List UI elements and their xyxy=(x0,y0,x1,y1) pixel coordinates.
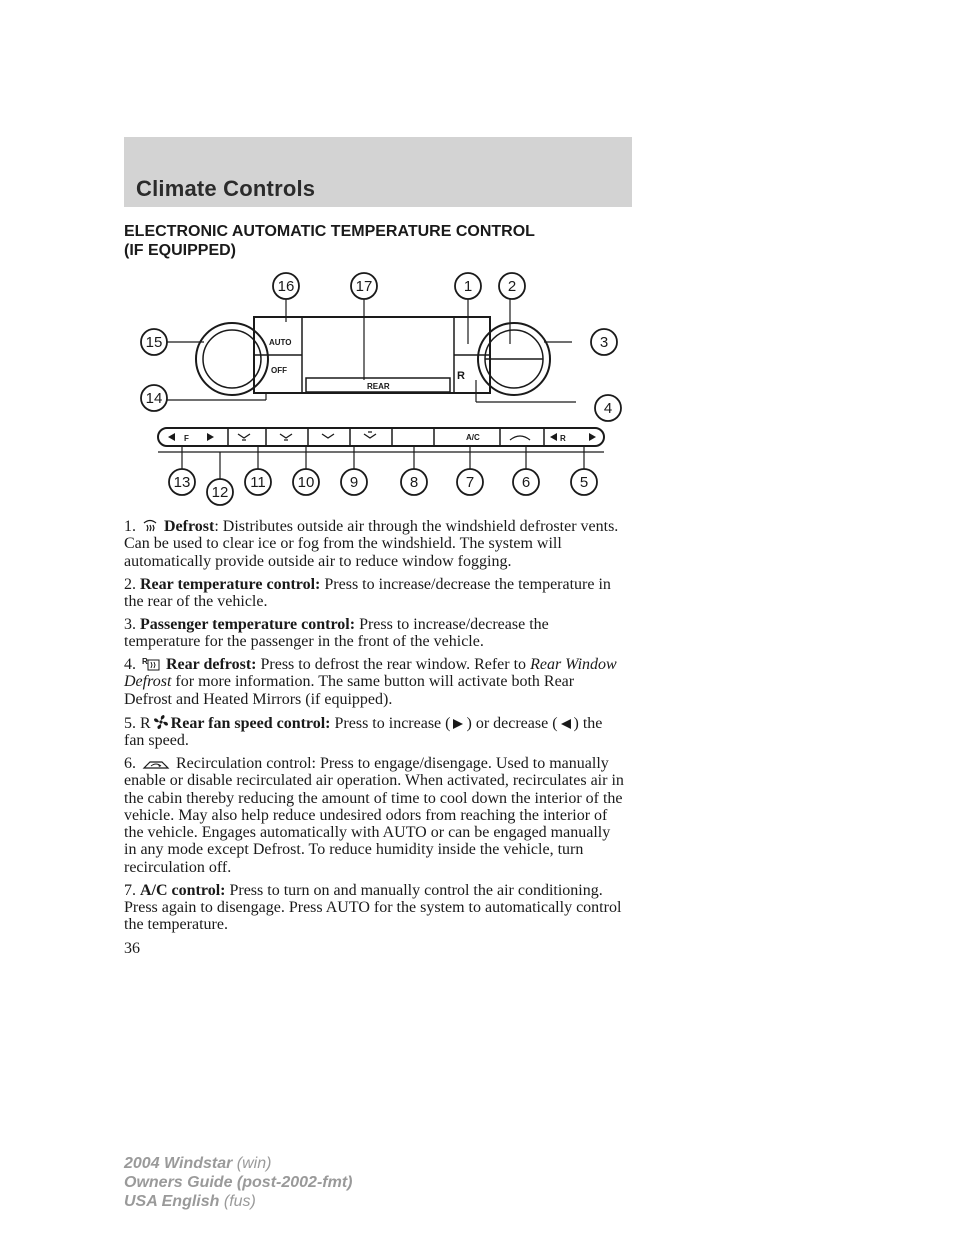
rear-defrost-label: R xyxy=(457,370,465,382)
item-recirculation: 6. Recirculation control: Press to engage/disengage. Used to manually enable or disable recirculated air operation. When activated, recirculates air in the cabin thereby reducing the amount of time to cool down the interior of the vehicle. May also help reduce undesired odors from reaching the interior of the vehicle. Engages automatically with AUTO or can be engaged manually in any mode except Defrost. To reduce humidity inside the vehicle, turn recirculation off. xyxy=(124,755,624,876)
auto-label: AUTO xyxy=(269,338,292,347)
page-number: 36 xyxy=(124,940,140,957)
callout-12: 12 xyxy=(211,484,229,501)
callout-10: 10 xyxy=(297,474,315,491)
item-ac-control: 7. A/C control: Press to turn on and manually control the air conditioning. Press again to disengage. Press AUTO for the system to automatically control the temperature. xyxy=(124,881,622,934)
section-heading-line2: (IF EQUIPPED) xyxy=(124,242,237,259)
item-rear-temperature: 2. Rear temperature control: Press to increase/decrease the temperature in the rear of the vehicle. xyxy=(124,575,611,610)
body-text xyxy=(124,518,624,939)
item-passenger-temperature: 3. Passenger temperature control: Press to increase/decrease the temperature for the passenger in the front of the vehicle. xyxy=(124,615,549,651)
footer-line-1: 2004 Windstar (win) xyxy=(124,1155,272,1172)
callout-17: 17 xyxy=(355,278,373,295)
callout-13: 13 xyxy=(173,474,191,491)
page-title: Climate Controls xyxy=(136,176,316,201)
footer-line-2: Owners Guide (post-2002-fmt) xyxy=(124,1174,353,1191)
callout-8: 8 xyxy=(409,474,419,491)
callout-15: 15 xyxy=(145,334,163,351)
rear-label: REAR xyxy=(367,382,390,391)
callout-5: 5 xyxy=(579,474,589,491)
callout-2: 2 xyxy=(507,278,517,295)
callout-14: 14 xyxy=(145,390,163,407)
fan-icon xyxy=(153,714,169,730)
item-rear-defrost: 4. R Rear defrost: Press to defrost the rear window. Refer to Rear Window Defrost for more information. The same button will activate both Rear Defrost and Heated Mirrors (if equipped). xyxy=(124,656,617,708)
button-strip xyxy=(158,428,604,446)
rear-fan-label: R xyxy=(560,434,566,443)
footer xyxy=(124,1154,352,1211)
driver-temp-dial xyxy=(196,323,268,395)
callout-16: 16 xyxy=(277,278,295,295)
front-fan-label: F xyxy=(184,434,189,443)
item-defrost: 1. Defrost: Distributes outside air through the windshield defroster vents. Can be used to clear ice or fog from the windshield. The system will automatically provide outside air to reduce window fogging. xyxy=(124,518,619,570)
ac-label: A/C xyxy=(466,433,480,442)
callout-1: 1 xyxy=(463,278,473,295)
svg-text:R: R xyxy=(142,657,148,667)
item-rear-fan-speed: 5. R Rear fan speed control: Press to increase ( ) or decrease ( ) the fan speed. xyxy=(124,714,603,750)
callout-3: 3 xyxy=(599,334,609,351)
callout-4: 4 xyxy=(603,400,613,417)
arrow-left-icon xyxy=(560,718,572,730)
recirculation-icon xyxy=(142,758,170,770)
defrost-icon xyxy=(142,519,158,533)
footer-line-3: USA English (fus) xyxy=(124,1193,256,1210)
callout-6: 6 xyxy=(521,474,531,491)
climate-control-diagram xyxy=(124,262,644,512)
callout-7: 7 xyxy=(465,474,475,491)
callout-11: 11 xyxy=(250,474,266,491)
arrow-right-icon xyxy=(452,718,464,730)
off-label: OFF xyxy=(271,366,287,375)
section-heading-line1: ELECTRONIC AUTOMATIC TEMPERATURE CONTROL xyxy=(124,223,535,240)
rear-defrost-icon xyxy=(142,657,160,671)
callout-9: 9 xyxy=(349,474,359,491)
section-heading xyxy=(124,222,535,260)
